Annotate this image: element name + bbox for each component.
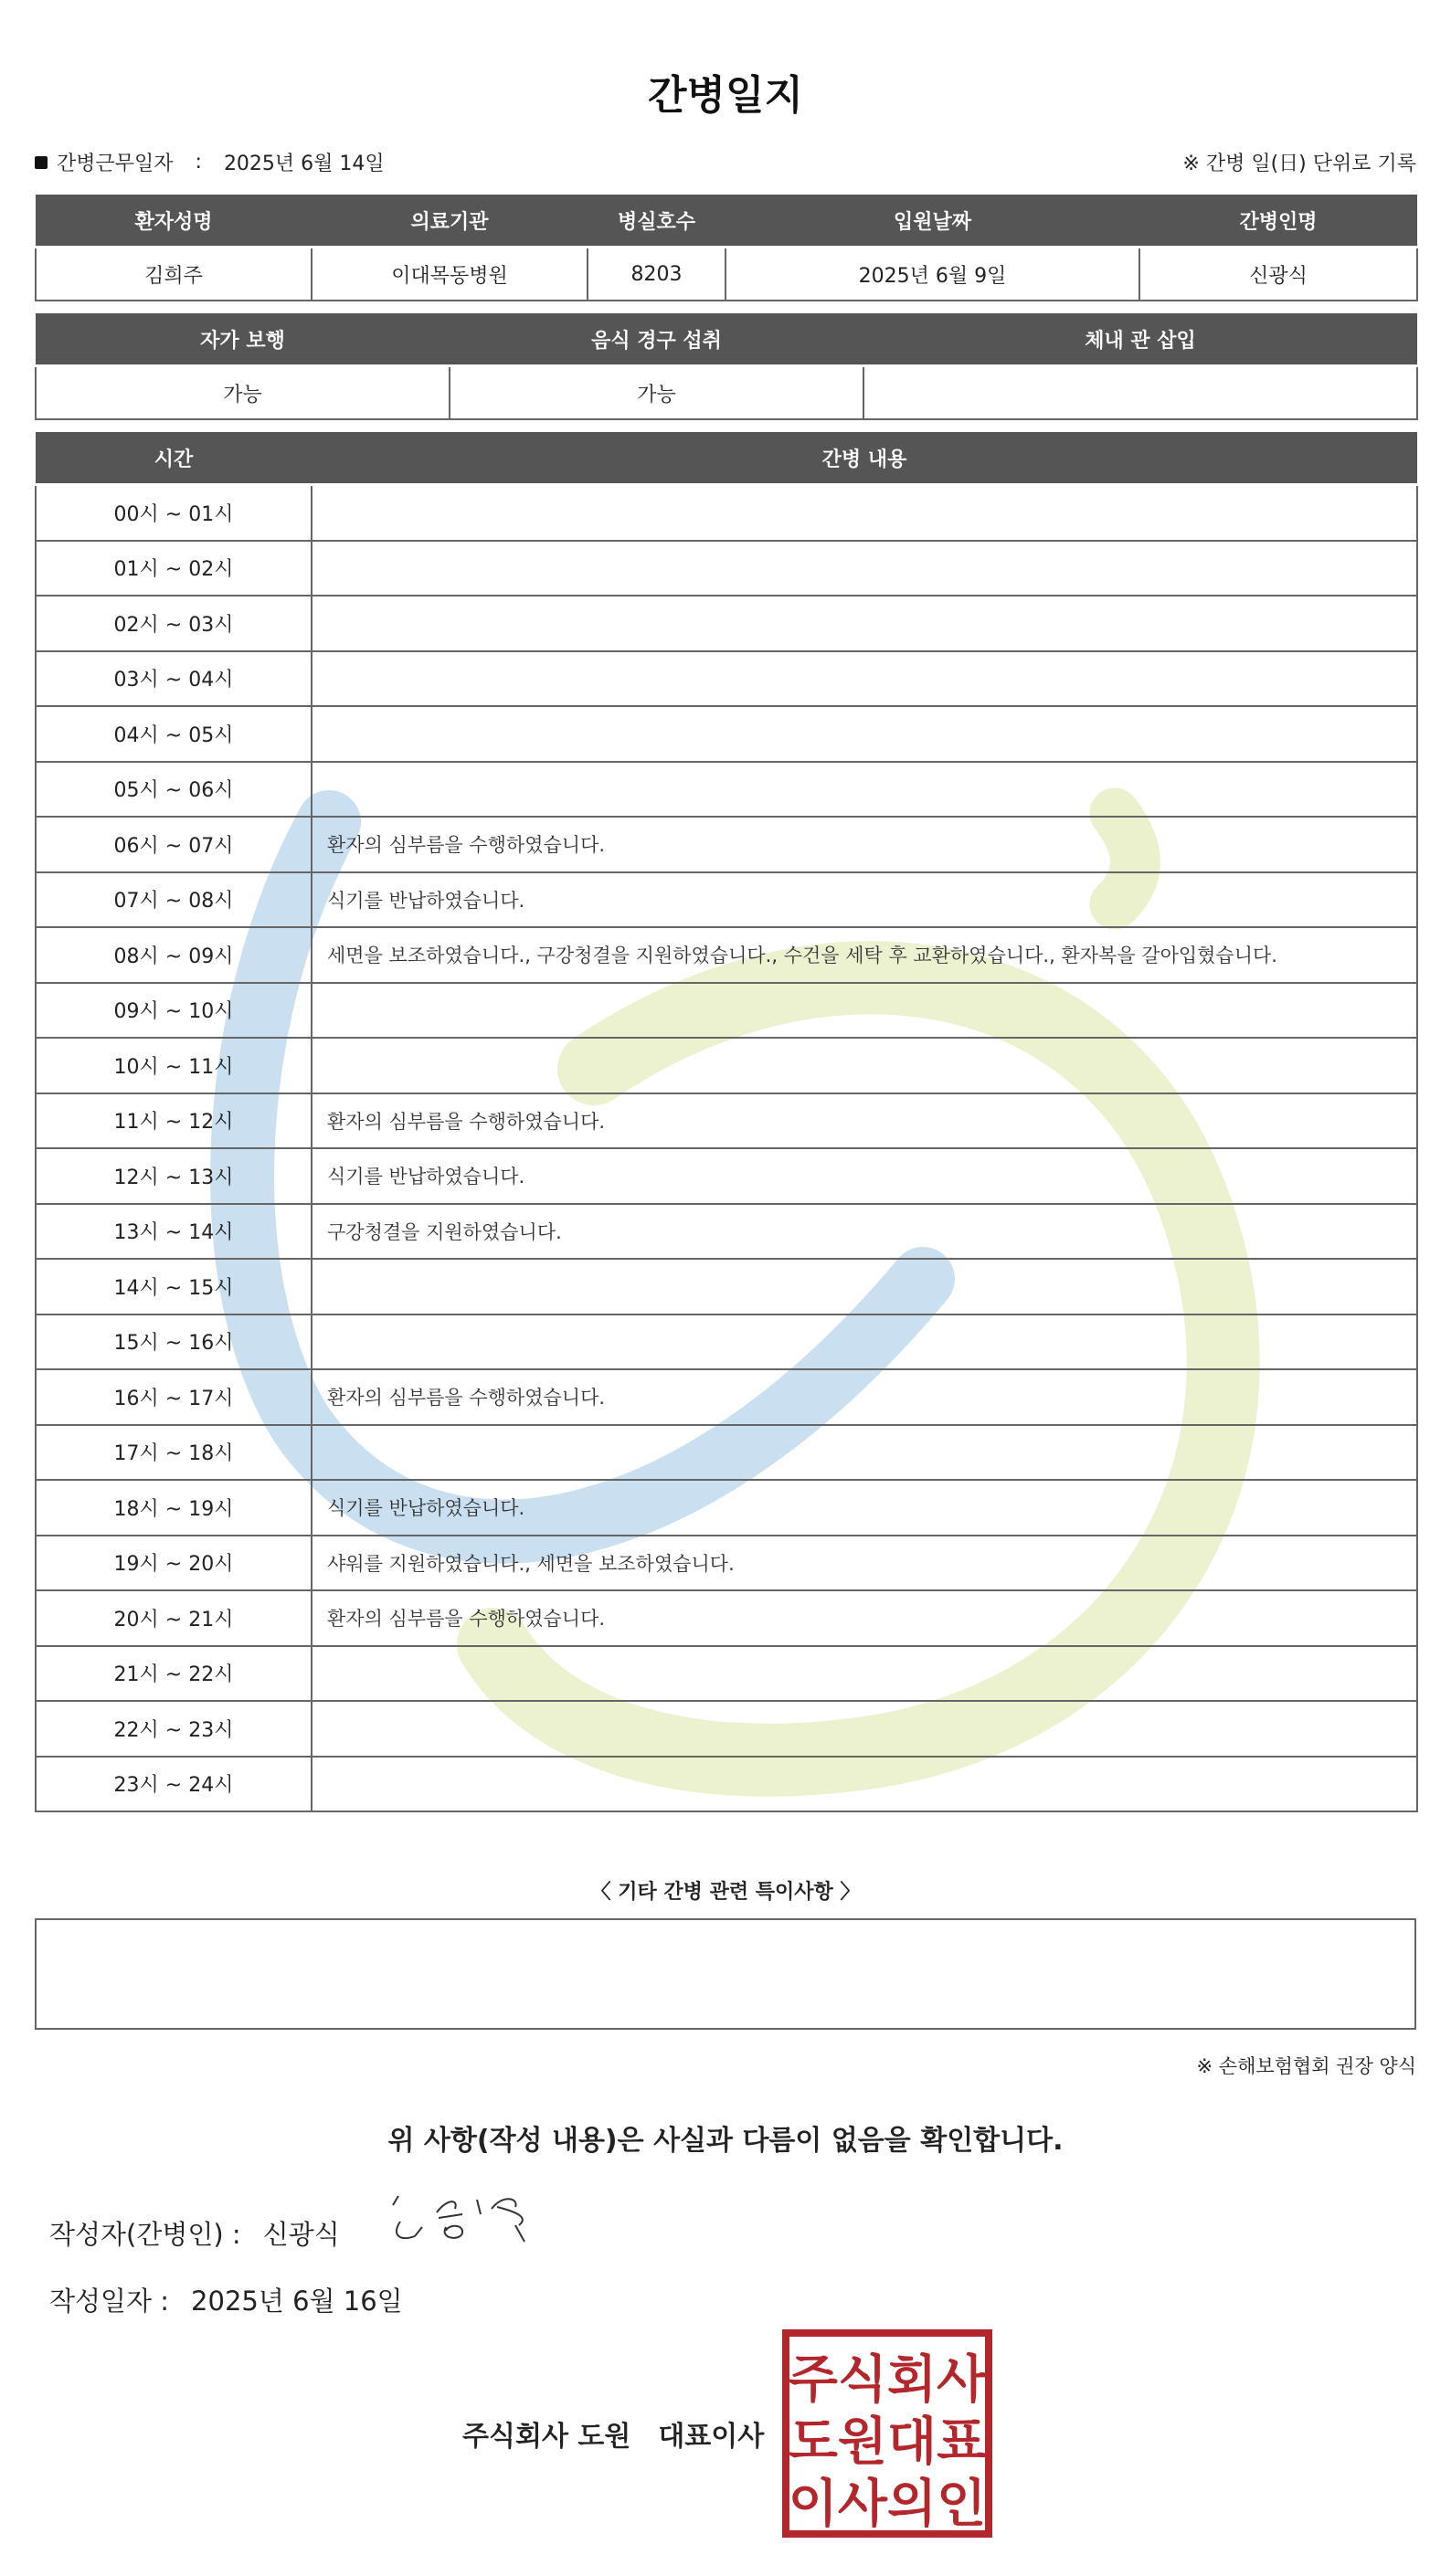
- log-time-cell: 23시 ~ 24시: [36, 1757, 312, 1812]
- handwritten-signature: [382, 2185, 583, 2267]
- walking-status: 가능: [36, 366, 450, 420]
- log-time-cell: 08시 ~ 09시: [36, 927, 312, 983]
- table-row: [36, 706, 1417, 762]
- writer-label: 작성자(간병인) :: [49, 2219, 241, 2250]
- remarks-title: 〈 기타 간병 관련 특이사항 〉: [590, 1881, 861, 1904]
- table-row: [36, 762, 1417, 818]
- table-header-row: [36, 431, 1417, 485]
- table-row: [36, 1425, 1417, 1481]
- table-row: [36, 1148, 1417, 1204]
- log-content-cell: [312, 596, 1417, 651]
- oral-intake-status: 가능: [450, 366, 863, 420]
- log-time-cell: 09시 ~ 10시: [36, 983, 312, 1039]
- log-time-cell: 03시 ~ 04시: [36, 651, 312, 707]
- header-tube-insertion: 체내 관 삽입: [863, 312, 1417, 366]
- table-row: [36, 1480, 1417, 1536]
- log-time-cell: 18시 ~ 19시: [36, 1480, 312, 1536]
- admission-date: 2025년 6월 9일: [726, 248, 1139, 301]
- company-name: 주식회사 도원: [462, 2421, 631, 2453]
- log-content-cell: 샤워를 지원하였습니다., 세면을 보조하였습니다.: [312, 1536, 1417, 1591]
- log-time-cell: 01시 ~ 02시: [36, 541, 312, 596]
- log-content-cell: 구강청결을 지원하였습니다.: [312, 1204, 1417, 1260]
- table-row: [36, 872, 1417, 928]
- table-row: [36, 485, 1417, 541]
- log-time-cell: 21시 ~ 22시: [36, 1646, 312, 1702]
- log-content-cell: 환자의 심부름을 수행하였습니다.: [312, 1093, 1417, 1149]
- log-content-cell: 환자의 심부름을 수행하였습니다.: [312, 817, 1417, 872]
- table-row: [36, 1646, 1417, 1702]
- table-row: [36, 1038, 1417, 1093]
- log-content-cell: [312, 1646, 1417, 1702]
- log-content-cell: [312, 1701, 1417, 1757]
- table-row: [36, 248, 1417, 301]
- table-row: [36, 1536, 1417, 1591]
- room-number: 8203: [588, 248, 726, 301]
- log-content-cell: 환자의 심부름을 수행하였습니다.: [312, 1369, 1417, 1425]
- table-row: [36, 366, 1417, 420]
- log-time-cell: 19시 ~ 20시: [36, 1536, 312, 1591]
- log-time-cell: 07시 ~ 08시: [36, 872, 312, 928]
- record-note: ※ 간병 일(日) 단위로 기록: [1182, 153, 1416, 175]
- seal-text-line-1: 주식회사: [788, 2350, 987, 2410]
- log-content-cell: 식기를 반납하였습니다.: [312, 1148, 1417, 1204]
- table-row: [36, 817, 1417, 872]
- table-header-row: [36, 312, 1417, 366]
- log-time-cell: 14시 ~ 15시: [36, 1259, 312, 1314]
- log-time-cell: 15시 ~ 16시: [36, 1314, 312, 1370]
- writer-name: 신광식: [262, 2219, 340, 2250]
- table-row: [36, 1093, 1417, 1149]
- log-time-cell: 16시 ~ 17시: [36, 1369, 312, 1425]
- log-time-cell: 02시 ~ 03시: [36, 596, 312, 651]
- table-row: [36, 1701, 1417, 1757]
- work-date-label: 간병근무일자: [57, 153, 174, 175]
- log-content-cell: 환자의 심부름을 수행하였습니다.: [312, 1590, 1417, 1646]
- table-row: [36, 983, 1417, 1039]
- header-walking: 자가 보행: [36, 312, 450, 366]
- log-content-cell: [312, 1038, 1417, 1093]
- log-content-cell: [312, 1314, 1417, 1370]
- log-content-cell: 식기를 반납하였습니다.: [312, 872, 1417, 928]
- company-role: 대표이사: [658, 2421, 765, 2453]
- patient-name: 김희주: [36, 248, 312, 301]
- log-content-cell: [312, 1757, 1417, 1812]
- write-date-value: 2025년 6월 16일: [191, 2286, 403, 2317]
- log-time-cell: 10시 ~ 11시: [36, 1038, 312, 1093]
- confirmation-statement: 위 사항(작성 내용)은 사실과 다름이 없음을 확인합니다.: [387, 2125, 1064, 2157]
- log-time-cell: 06시 ~ 07시: [36, 817, 312, 872]
- table-row: [36, 1369, 1417, 1425]
- write-date-line: [49, 2281, 403, 2318]
- work-date-value: 2025년 6월 14일: [223, 153, 385, 175]
- log-content-cell: [312, 541, 1417, 596]
- header-hospital: 의료기관: [312, 194, 588, 248]
- header-care-content: 간병 내용: [312, 431, 1417, 485]
- table-header-row: [36, 194, 1417, 248]
- caregiver-name: 신광식: [1139, 248, 1417, 301]
- header-admission-date: 입원날짜: [726, 194, 1139, 248]
- company-line: [462, 2413, 764, 2454]
- table-row: [36, 651, 1417, 707]
- tube-insertion-status: [863, 366, 1417, 420]
- header-room: 병실호수: [588, 194, 726, 248]
- table-row: [36, 1757, 1417, 1812]
- table-row: [36, 1259, 1417, 1314]
- log-content-cell: [312, 1425, 1417, 1481]
- log-time-cell: 00시 ~ 01시: [36, 485, 312, 541]
- log-content-cell: 식기를 반납하였습니다.: [312, 1480, 1417, 1536]
- table-row: [36, 541, 1417, 596]
- log-time-cell: 04시 ~ 05시: [36, 706, 312, 762]
- log-table-body: [36, 485, 1417, 1812]
- header-caregiver: 간병인명: [1139, 194, 1417, 248]
- table-row: [36, 1204, 1417, 1260]
- patient-status-table: [35, 311, 1418, 420]
- page-title: 간병일지: [647, 72, 803, 119]
- table-row: [36, 596, 1417, 651]
- log-time-cell: 05시 ~ 06시: [36, 762, 312, 818]
- square-bullet-icon: [35, 156, 48, 169]
- log-content-cell: [312, 651, 1417, 707]
- hospital-name: 이대목동병원: [312, 248, 588, 301]
- log-content-cell: [312, 1259, 1417, 1314]
- log-time-cell: 11시 ~ 12시: [36, 1093, 312, 1149]
- remarks-box: [35, 1918, 1416, 2030]
- patient-info-table: [35, 192, 1418, 301]
- log-time-cell: 13시 ~ 14시: [36, 1204, 312, 1260]
- header-oral-intake: 음식 경구 섭취: [450, 312, 863, 366]
- log-time-cell: 20시 ~ 21시: [36, 1590, 312, 1646]
- table-row: [36, 927, 1417, 983]
- header-patient-name: 환자성명: [36, 194, 312, 248]
- write-date-label: 작성일자 :: [49, 2286, 170, 2317]
- log-content-cell: 세면을 보조하였습니다., 구강청결을 지원하였습니다., 수건을 세탁 후 교환하였습니다., 환자복을 갈아입혔습니다.: [312, 927, 1417, 983]
- work-date-separator: :: [195, 151, 202, 174]
- log-content-cell: [312, 485, 1417, 541]
- company-seal-stamp: [782, 2329, 992, 2538]
- seal-text-line-3: 이사의인: [788, 2475, 987, 2534]
- writer-line: [49, 2214, 340, 2252]
- seal-text-line-2: 도원대표: [788, 2412, 987, 2472]
- form-note: ※ 손해보험협회 권장 양식: [1196, 2055, 1416, 2077]
- log-content-cell: [312, 983, 1417, 1039]
- log-content-cell: [312, 706, 1417, 762]
- hourly-care-log-table: [35, 429, 1418, 1812]
- table-row: [36, 1314, 1417, 1370]
- work-date-line: [35, 148, 385, 176]
- log-content-cell: [312, 762, 1417, 818]
- log-time-cell: 17시 ~ 18시: [36, 1425, 312, 1481]
- header-time: 시간: [36, 431, 312, 485]
- table-row: [36, 1590, 1417, 1646]
- log-time-cell: 22시 ~ 23시: [36, 1701, 312, 1757]
- log-time-cell: 12시 ~ 13시: [36, 1148, 312, 1204]
